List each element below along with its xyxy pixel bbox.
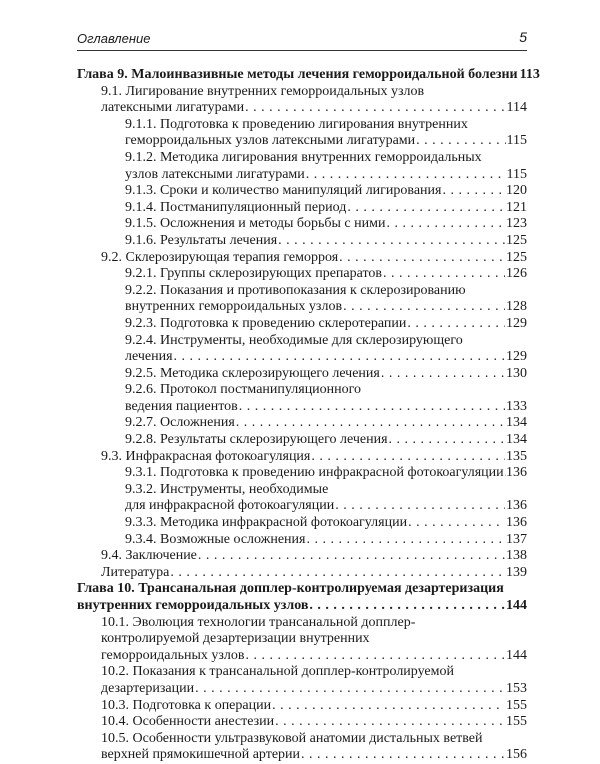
page-number: 5 [519,29,527,45]
toc-page-number: 121 [506,200,527,217]
toc-entry-last-line [125,133,527,150]
toc-entry[interactable] [77,714,527,731]
toc-entry-title-line: ведения пациентов [125,399,238,416]
toc-entry-last-line [125,366,527,383]
toc-page-number: 126 [506,266,527,283]
toc-entry[interactable] [77,266,527,283]
toc-page-number: 134 [506,432,527,449]
dot-leader [339,250,505,267]
toc-page-number: 156 [506,747,527,764]
toc-entry-title-line: 9.3.2. Инструменты, необходимые [125,482,527,499]
toc-entry-title-line: для инфракрасной фотокоагуляции [125,498,334,515]
toc-entry[interactable] [77,382,527,415]
toc-entry[interactable] [77,432,527,449]
toc-page-number: 133 [506,399,527,416]
toc-entry-title-line: 9.2.4. Инструменты, необходимые для склерозирующего [125,333,527,350]
toc-page-number: 136 [506,465,527,482]
toc-entry-title-line: 9.3.4. Возможные осложнения [125,532,305,549]
toc-entry[interactable] [77,532,527,549]
toc-entry[interactable] [77,615,527,665]
toc-entry-title-line: 9.2.7. Осложнения [125,415,235,432]
toc-page-number: 134 [506,415,527,432]
toc-entry-title-line: латексными лигатурами [101,100,244,117]
toc-entry[interactable] [77,316,527,333]
toc-entry-last-line [101,681,527,698]
toc-entry-last-line [125,200,527,217]
toc-entry-last-line [125,183,527,200]
dot-leader [343,299,505,316]
toc-entry[interactable] [77,200,527,217]
toc-entry-last-line [101,548,527,565]
toc-entry-title-line: 10.4. Особенности анестезии [101,714,274,731]
table-of-contents [77,67,527,764]
dot-leader [416,133,505,150]
toc-page-number: 115 [507,133,527,150]
toc-page-number: 137 [506,532,527,549]
toc-entry[interactable] [77,548,527,565]
toc-page-number: 115 [507,167,527,184]
toc-entry-last-line [125,498,527,515]
toc-page-number: 129 [506,316,527,333]
toc-page-number: 138 [506,548,527,565]
toc-entry-last-line [101,714,527,731]
toc-page-number: 144 [506,598,527,615]
toc-page-number: 135 [506,449,527,466]
dot-leader [195,681,505,698]
toc-entry[interactable] [77,565,527,582]
toc-entry-title-line: 9.4. Заключение [101,548,197,565]
toc-entry-title-line: 9.2.8. Результаты склерозирующего лечения [125,432,388,449]
toc-entry[interactable] [77,117,527,150]
toc-entry-last-line [125,415,527,432]
dot-leader [408,515,505,532]
toc-page-number: 136 [506,498,527,515]
toc-entry-last-line [125,167,527,184]
toc-entry-title-line: внутренних геморроидальных узлов [125,299,342,316]
toc-entry-title-line: 9.1.6. Результаты лечения [125,233,277,250]
toc-entry-title-line: узлов латексными лигатурами [125,167,305,184]
toc-entry-last-line [125,399,527,416]
dot-leader [245,648,505,665]
dot-leader [383,266,505,283]
toc-page-number: 155 [506,698,527,715]
dot-leader [407,316,505,333]
toc-entry-last-line [125,465,527,482]
toc-entry-title-line: 9.2.1. Группы склерозирующих препаратов [125,266,382,283]
dot-leader [306,167,506,184]
toc-page-number: 129 [506,349,527,366]
toc-entry[interactable] [77,84,527,117]
toc-entry-title-line: 9.2.2. Показания и противопоказания к склерозированию [125,283,527,300]
header-rule [77,50,527,51]
toc-page-number: 128 [506,299,527,316]
toc-entry-title-line: контролируемой дезартеризации внутренних [101,631,527,648]
dot-leader [306,532,505,549]
toc-entry[interactable] [77,333,527,366]
toc-entry-last-line [125,299,527,316]
toc-entry-last-line [125,266,527,283]
toc-entry-title-line: 9.1.4. Постманипуляционный период [125,200,346,217]
dot-leader [245,100,505,117]
dot-leader [278,233,505,250]
toc-entry-last-line [101,250,527,267]
toc-entry-last-line [125,216,527,233]
toc-entry-title-line: Глава 10. Трансанальная допплер-контролируемая дезартеризация [77,581,527,598]
toc-entry-title-line: дезартеризации [101,681,194,698]
dot-leader [272,698,505,715]
toc-chapter-entry[interactable] [77,581,527,614]
toc-entry-last-line [101,698,527,715]
dot-leader [174,349,505,366]
toc-entry-last-line [101,648,527,665]
running-header-title: Оглавление [77,31,150,46]
toc-entry-title-line: 9.2.3. Подготовка к проведению склеротерапии [125,316,406,333]
toc-page-number: 125 [506,250,527,267]
toc-entry[interactable] [77,482,527,515]
toc-entry-last-line [125,432,527,449]
toc-entry-title-line: 9.2.6. Протокол постманипуляционного [125,382,527,399]
dot-leader [389,432,505,449]
dot-leader [170,565,505,582]
toc-entry[interactable] [77,449,527,466]
toc-entry-title-line: 10.5. Особенности ультразвуковой анатомии дистальных ветвей [101,731,527,748]
toc-entry[interactable] [77,233,527,250]
toc-entry-title-line: лечения [125,349,173,366]
toc-entry-last-line [77,67,527,84]
dot-leader [275,714,505,731]
dot-leader [236,415,505,432]
toc-chapter-entry[interactable] [77,67,527,84]
toc-page-number: 139 [506,565,527,582]
toc-entry-title-line: 10.1. Эволюция технологии трансанальной допплер- [101,615,527,632]
toc-entry[interactable] [77,415,527,432]
dot-leader [335,498,505,515]
toc-entry[interactable] [77,731,527,764]
toc-entry[interactable] [77,465,527,482]
toc-entry-title-line: 9.1.1. Подготовка к проведению лигирования внутренних [125,117,527,134]
dot-leader [198,548,505,565]
toc-entry[interactable] [77,283,527,316]
toc-page-number: 120 [506,183,527,200]
toc-entry-title-line: 9.1.3. Сроки и количество манипуляций лигирования [125,183,441,200]
toc-entry-title-line: верхней прямокишечной артерии [101,747,300,764]
toc-entry[interactable] [77,515,527,532]
toc-entry-title-line: 9.1.5. Осложнения и методы борьбы с ними [125,216,385,233]
toc-entry-last-line [125,515,527,532]
dot-leader [239,399,505,416]
toc-page-number: 144 [506,648,527,665]
toc-entry-title-line: 9.1. Лигирование внутренних геморроидальных узлов [101,84,527,101]
toc-page-number: 125 [506,233,527,250]
toc-page-number: 136 [506,515,527,532]
toc-entry[interactable] [77,698,527,715]
toc-entry-title-line: 9.2. Склерозирующая терапия геморроя [101,250,338,267]
toc-page-number: 155 [506,714,527,731]
toc-entry-title-line: Глава 9. Малоинвазивные методы лечения геморроидальной болезни [77,67,518,84]
toc-page-number: 114 [507,100,527,117]
toc-entry-title-line: геморроидальных узлов латексными лигатурами [125,133,415,150]
toc-entry-last-line [125,349,527,366]
toc-entry-title-line: 9.1.2. Методика лигирования внутренних геморроидальных [125,150,527,167]
toc-entry-title-line: 9.3. Инфракрасная фотокоагуляция [101,449,310,466]
toc-entry-last-line [101,449,527,466]
dot-leader [386,216,505,233]
toc-entry[interactable] [77,183,527,200]
toc-entry-title-line: Литература [101,565,169,582]
toc-entry-title-line: 10.3. Подготовка к операции [101,698,271,715]
toc-entry[interactable] [77,366,527,383]
toc-entry-title-line: геморроидальных узлов [101,648,244,665]
dot-leader [381,366,505,383]
toc-entry[interactable] [77,216,527,233]
toc-page-number: 153 [506,681,527,698]
dot-leader [442,183,505,200]
page-header [77,29,527,49]
toc-entry-last-line [125,532,527,549]
dot-leader [311,449,505,466]
toc-page-number: 123 [506,216,527,233]
toc-entry-title-line: 9.3.1. Подготовка к проведению инфракрасной фотокоагуляции [125,465,504,482]
toc-entry-title-line: 10.2. Показания к трансанальной допплер-контролируемой [101,664,527,681]
toc-page-number: 113 [520,67,540,84]
toc-entry-last-line [101,100,527,117]
toc-entry-title-line: 9.3.3. Методика инфракрасной фотокоагуляции [125,515,407,532]
toc-page-number: 130 [506,366,527,383]
toc-entry-last-line [125,316,527,333]
toc-entry-title-line: внутренних геморроидальных узлов [77,598,308,615]
dot-leader [309,598,505,615]
toc-entry[interactable] [77,150,527,183]
toc-entry-last-line [101,565,527,582]
dot-leader [347,200,505,217]
toc-entry-last-line [77,598,527,615]
toc-entry-last-line [125,233,527,250]
toc-entry[interactable] [77,250,527,267]
toc-entry-title-line: 9.2.5. Методика склерозирующего лечения [125,366,380,383]
toc-entry[interactable] [77,664,527,697]
